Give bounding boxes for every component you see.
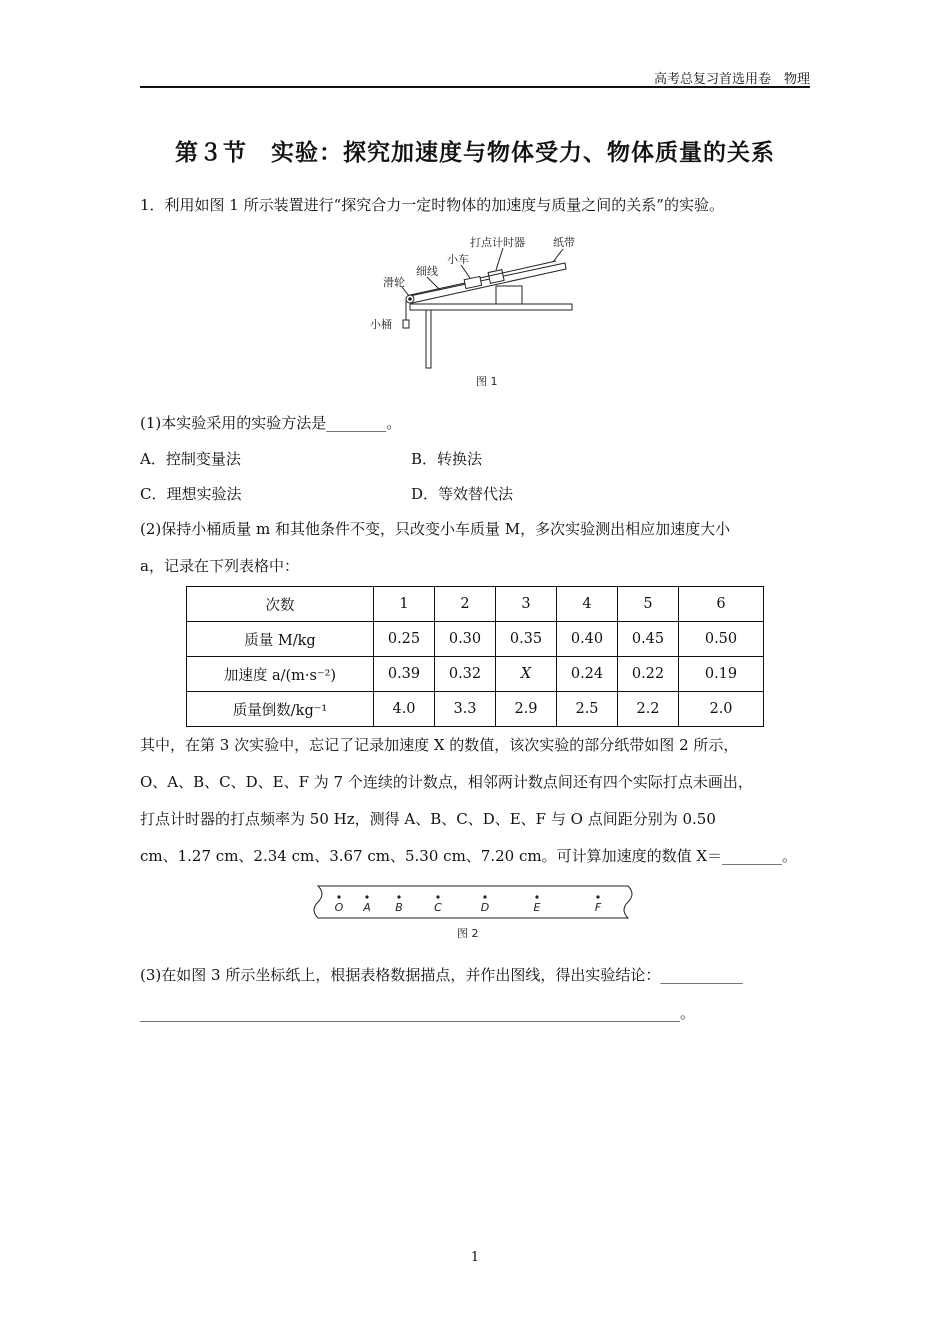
table-cell: X (496, 657, 557, 692)
table-row (187, 692, 764, 727)
option-c: C．理想实验法 (140, 485, 242, 503)
fig1-label-pulley: 滑轮 (383, 276, 405, 289)
tape-point-label: A (363, 901, 371, 914)
table-cell: 0.24 (557, 657, 618, 692)
table-cell: 2 (435, 587, 496, 622)
part2-line2: a，记录在下列表格中： (140, 557, 299, 575)
table-cell: 3.3 (435, 692, 496, 727)
table-cell: 2.0 (679, 692, 764, 727)
fig1-caption: 图 1 (476, 375, 498, 388)
tape-point-label: C (434, 901, 442, 914)
table-cell: 0.22 (618, 657, 679, 692)
part3-line2: ________________________________________________________________________。 (140, 1004, 696, 1022)
part3-line1: (3)在如图 3 所示坐标纸上，根据表格数据描点，并作出图线，得出实验结论：___________ (140, 966, 743, 984)
table-cell: 0.30 (435, 622, 496, 657)
tape-point-label: E (533, 901, 541, 914)
fig2-caption: 图 2 (457, 927, 479, 940)
table-cell: 质量 M/kg (187, 622, 374, 657)
option-a: A．控制变量法 (140, 450, 241, 468)
table-cell: 4 (557, 587, 618, 622)
fig1-label-tape: 纸带 (553, 236, 575, 249)
section-title: 第３节 实验：探究加速度与物体受力、物体质量的关系 (175, 140, 775, 166)
table-cell: 6 (679, 587, 764, 622)
option-b: B．转换法 (411, 450, 483, 468)
figure-1-apparatus (360, 228, 590, 398)
fig1-label-string: 细线 (416, 265, 438, 278)
part2-after-line3: 打点计时器的打点频率为 50 Hz，测得 A、B、C、D、E、F 与 O 点间距分别为 0.50 (140, 810, 716, 828)
table-cell: 0.50 (679, 622, 764, 657)
table-cell: 2.5 (557, 692, 618, 727)
table-row (187, 622, 764, 657)
table-cell: 0.39 (374, 657, 435, 692)
tape-point-label: F (594, 901, 602, 914)
table-cell: 2.2 (618, 692, 679, 727)
page-number: 1 (470, 1250, 480, 1265)
tape-point-label: B (395, 901, 403, 914)
tape-point-label: D (480, 901, 490, 914)
part2-after-line4: cm、1.27 cm、2.34 cm、3.67 cm、5.30 cm、7.20 cm。可计算加速度的数值 X＝________。 (140, 847, 798, 865)
fig1-label-timer: 打点计时器 (470, 236, 525, 249)
table-cell: 4.0 (374, 692, 435, 727)
part2-after-line1: 其中，在第 3 次实验中，忘记了记录加速度 X 的数值，该次实验的部分纸带如图 2 所示， (140, 736, 739, 754)
data-table (186, 586, 764, 727)
page-header (140, 64, 810, 88)
table-cell: 0.40 (557, 622, 618, 657)
table-cell: 0.35 (496, 622, 557, 657)
table-cell: 加速度 a/(m·s⁻²) (187, 657, 374, 692)
question-intro: 1．利用如图 1 所示装置进行“探究合力一定时物体的加速度与质量之间的关系”的实验。 (140, 196, 724, 214)
table-row (187, 657, 764, 692)
table-cell: 0.25 (374, 622, 435, 657)
figure-2-paper-tape (310, 880, 640, 945)
part2-after-line2: O、A、B、C、D、E、F 为 7 个连续的计数点，相邻两计数点间还有四个实际打点未画出， (140, 773, 753, 791)
table-cell: 5 (618, 587, 679, 622)
part1-stem: (1)本实验采用的实验方法是________。 (140, 414, 402, 432)
table-header-row (187, 587, 764, 622)
table-cell: 0.45 (618, 622, 679, 657)
table-cell: 3 (496, 587, 557, 622)
table-cell: 1 (374, 587, 435, 622)
table-cell: 次数 (187, 587, 374, 622)
fig1-label-cart: 小车 (447, 253, 469, 266)
fig1-label-bucket: 小桶 (370, 318, 392, 331)
table-cell: 2.9 (496, 692, 557, 727)
table-cell: 质量倒数/kg⁻¹ (187, 692, 374, 727)
part2-line1: (2)保持小桶质量 m 和其他条件不变，只改变小车质量 M，多次实验测出相应加速度大小 (140, 520, 731, 538)
table-cell: 0.32 (435, 657, 496, 692)
header-text: 高考总复习首选用卷 物理 (653, 72, 810, 87)
tape-point-label: O (334, 901, 344, 914)
table-cell: 0.19 (679, 657, 764, 692)
option-d: D．等效替代法 (411, 485, 514, 503)
